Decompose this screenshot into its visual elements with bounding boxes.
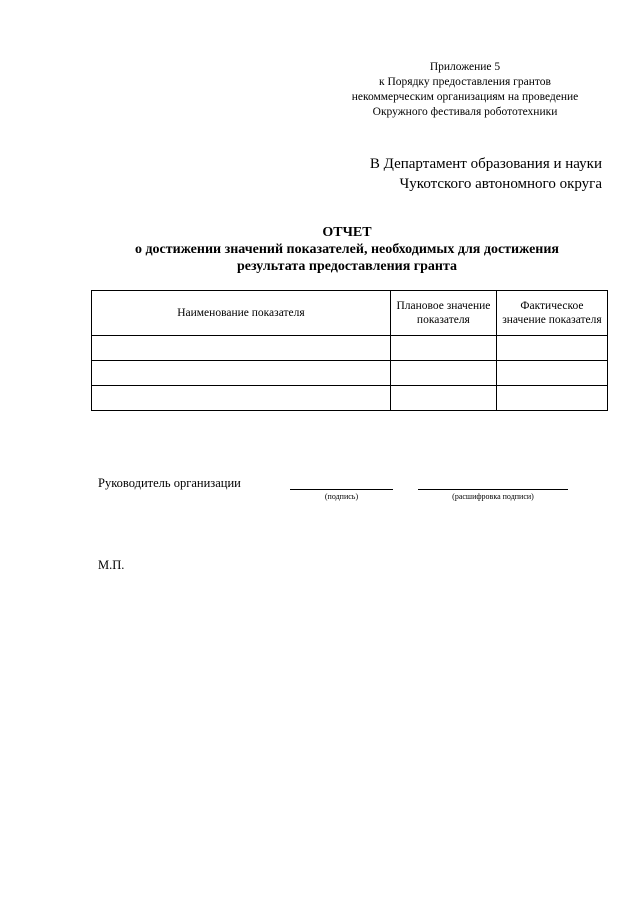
table-cell[interactable] — [496, 336, 607, 361]
addressee — [330, 154, 602, 194]
header-planned-value: Плановое значение показателя — [390, 291, 496, 336]
title-line: результата предоставления гранта — [236, 259, 458, 274]
addressee-line: В Департамент образования и науки — [369, 156, 602, 172]
table-row — [92, 336, 608, 361]
title-line: о достижении значений показателей, необходимых для достижения — [134, 242, 560, 257]
stamp-place-label: М.П. — [98, 558, 125, 572]
table-cell[interactable] — [92, 336, 391, 361]
signature-decode-line[interactable] — [418, 489, 568, 490]
appendix-line: некоммерческим организациям на проведение — [351, 91, 579, 103]
signature-caption: (подпись) — [324, 492, 359, 501]
table-header-row — [92, 291, 608, 336]
table-row — [92, 361, 608, 386]
title-heading: ОТЧЕТ — [322, 225, 372, 240]
appendix-line: к Порядку предоставления грантов — [379, 76, 551, 88]
appendix-line: Окружного фестиваля робототехники — [372, 106, 558, 118]
addressee-line: Чукотского автономного округа — [399, 176, 602, 192]
signature-decode-caption: (расшифровка подписи) — [452, 492, 534, 501]
signature-line[interactable] — [290, 489, 393, 490]
header-actual-value: Фактическое значение показателя — [496, 291, 607, 336]
table-row — [92, 386, 608, 411]
table-cell[interactable] — [496, 361, 607, 386]
document-title — [90, 224, 604, 275]
table-cell[interactable] — [390, 336, 496, 361]
table-cell[interactable] — [92, 361, 391, 386]
appendix-line: Приложение 5 — [429, 61, 501, 73]
header-indicator-name: Наименование показателя — [92, 291, 391, 336]
appendix-note — [330, 60, 600, 120]
indicators-table — [91, 290, 608, 411]
table-cell[interactable] — [390, 386, 496, 411]
table-cell[interactable] — [496, 386, 607, 411]
table-cell[interactable] — [390, 361, 496, 386]
table-cell[interactable] — [92, 386, 391, 411]
signatory-label: Руководитель организации — [98, 476, 241, 490]
